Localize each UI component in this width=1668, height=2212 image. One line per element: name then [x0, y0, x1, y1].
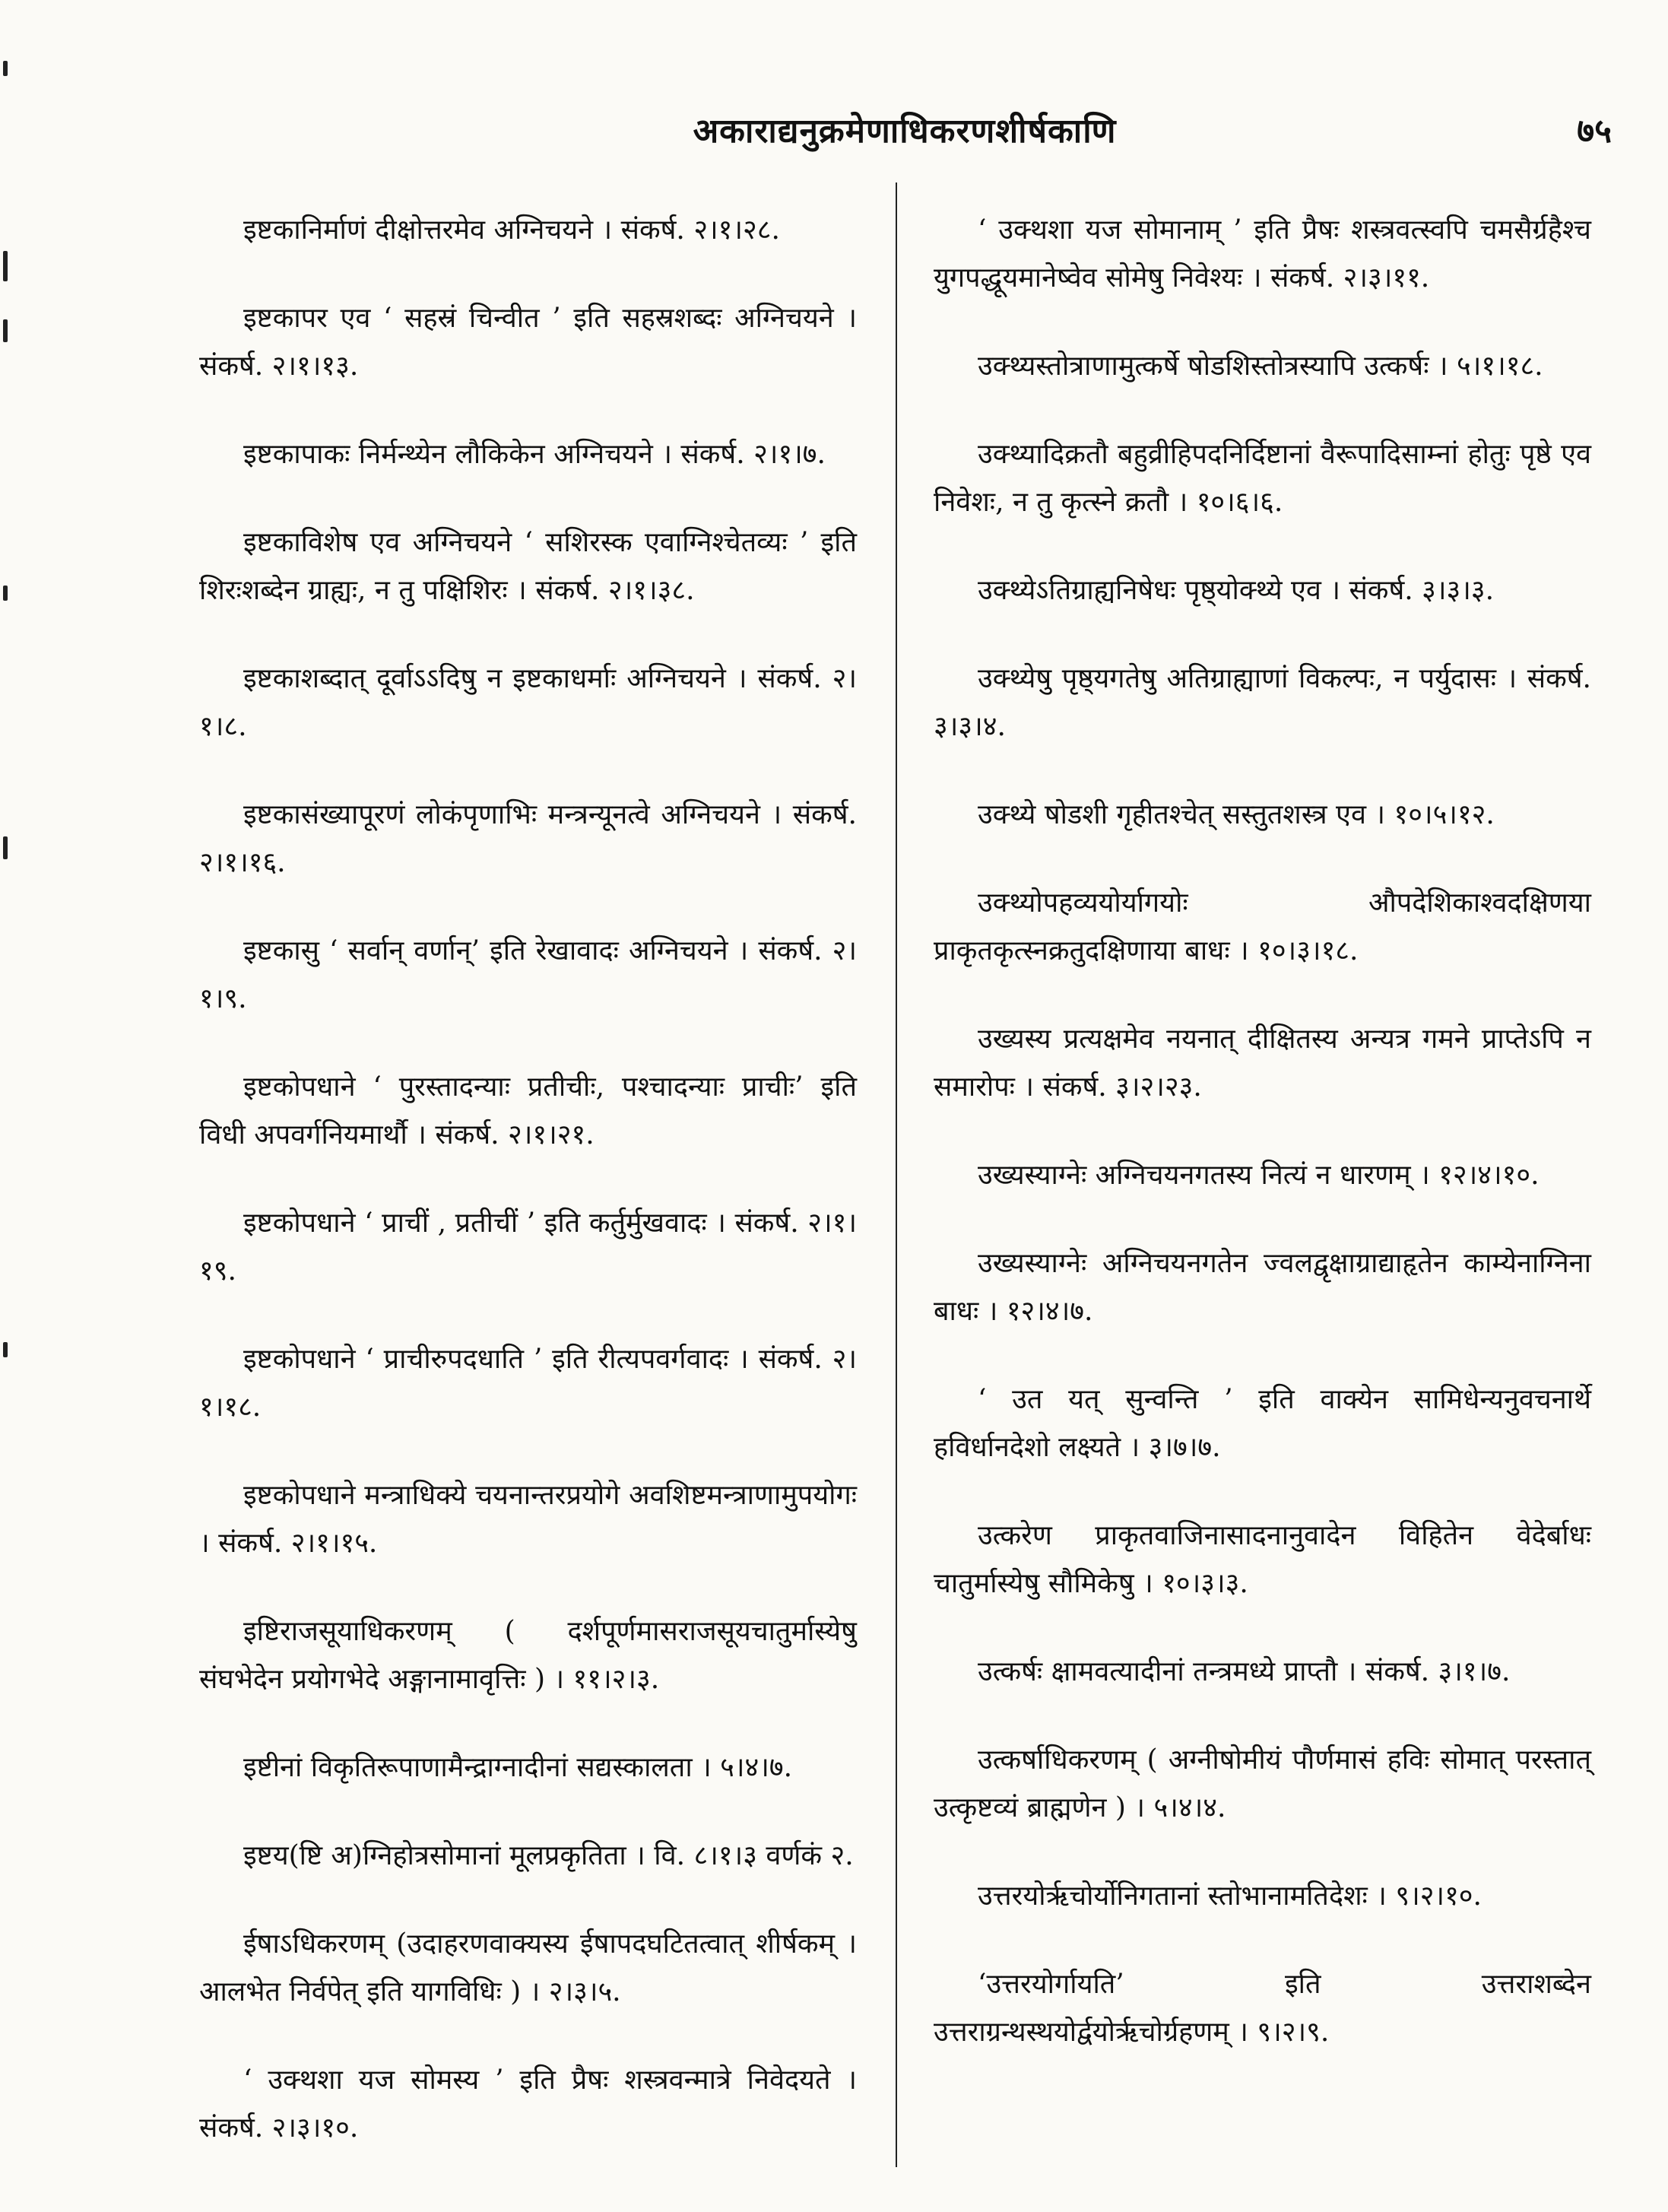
index-entry: ‘ उक्थशा यज सोमानाम् ’ इति प्रैषः शस्त्रवत्स्वपि चमसैर्ग्रहैश्च युगपद्धूयमानेष्वेव सोमेषु निवेश्यः । संकर्ष. २।३।११. — [934, 214, 1591, 294]
scan-edge-mark — [3, 836, 8, 859]
index-entry: उक्थ्येऽतिग्राह्यनिषेधः पृष्ठ्योक्थ्ये एव । संकर्ष. ३।३।३. — [978, 575, 1495, 606]
index-entry: इष्टकाविशेष एव अग्निचयने ‘ सशिरस्क एवाग्निश्चेतव्यः ’ इति शिरःशब्देन ग्राह्यः, न तु पक्षिशिरः । संकर्ष. २।१।३८. — [199, 527, 857, 606]
index-entry: उक्थ्येषु पृष्ठ्यगतेषु अतिग्राह्याणां विकल्पः, न पर्युदासः । संकर्ष. ३।३।४. — [934, 663, 1591, 742]
index-entry: उत्तरयोर्ऋचोर्योनिगतानां स्तोभानामतिदेशः । ९।२।१०. — [978, 1880, 1482, 1912]
index-entry: उत्कर्षः क्षामवत्यादीनां तन्त्रमध्ये प्राप्तौ । संकर्ष. ३।१।७. — [978, 1656, 1511, 1687]
index-entry: उक्थ्ये षोडशी गृहीतश्चेत् सस्तुतशस्त्र एव । १०।५।१२. — [978, 799, 1495, 830]
index-entry: उख्यस्य प्रत्यक्षमेव नयनात् दीक्षितस्य अन्यत्र गमने प्राप्तेऽपि न समारोपः । संकर्ष. ३।२।२३. — [934, 1023, 1591, 1103]
index-entry: इष्टीनां विकृतिरूपाणामैन्द्राग्नादीनां सद्यस्कालता । ५।४।७. — [243, 1752, 793, 1783]
index-entry: इष्टकासु ‘ सर्वान् वर्णान्’ इति रेखावादः अग्निचयने । संकर्ष. २।१।९. — [199, 935, 857, 1014]
index-entry: ईषाऽधिकरणम् (उदाहरणवाक्यस्य ईषापदघटितत्वात् शीर्षकम् । आलभेत निर्वपेत् इति यागविधिः ) । २।३।५. — [199, 1928, 857, 2007]
index-entry: उक्थ्योपहव्ययोर्यागयोः औपदेशिकाश्वदक्षिणया प्राकृतकृत्स्नक्रतुदक्षिणाया बाधः । १०।३।१८. — [934, 887, 1591, 966]
column-divider — [896, 182, 897, 2167]
page-number: ७५ — [1577, 112, 1612, 151]
index-entry: इष्टकोपधाने ‘ प्राचीं , प्रतीचीं ’ इति कर्तुर्मुखवादः । संकर्ष. २।१।१९. — [199, 1208, 857, 1287]
index-entry: इष्टकाशब्दात् दूर्वाऽऽदिषु न इष्टकाधर्माः अग्निचयने । संकर्ष. २।१।८. — [199, 663, 857, 742]
index-entry: ‘ उक्थशा यज सोमस्य ’ इति प्रैषः शस्त्रवन्मात्रे निवेदयते । संकर्ष. २।३।१०. — [199, 2064, 857, 2144]
index-entry: उत्कर्षाधिकरणम् ( अग्नीषोमीयं पौर्णमासं हविः सोमात् परस्तात् उत्कृष्टव्यं ब्राह्मणेन ) । ५।४।४. — [934, 1744, 1591, 1823]
index-entry: इष्टकोपधाने ‘ पुरस्तादन्याः प्रतीचीः, पश्चादन्याः प्राचीः’ इति विधी अपवर्गनियमार्थौ । संकर्ष. २।१।२१. — [199, 1071, 857, 1150]
index-entry: उख्यस्याग्नेः अग्निचयनगतेन ज्वलद्वृक्षाग्राद्याहृतेन काम्येनाग्निना बाधः । १२।४।७. — [934, 1248, 1591, 1327]
index-entry: इष्टकासंख्यापूरणं लोकंपृणाभिः मन्त्रन्यूनत्वे अग्निचयने । संकर्ष. २।१।१६. — [199, 799, 857, 878]
index-entry: इष्टकापाकः निर्मन्थ्येन लौकिकेन अग्निचयने । संकर्ष. २।१।७. — [243, 439, 826, 470]
index-entry: ‘ उत यत् सुन्वन्ति ’ इति वाक्येन सामिधेन्यनुवचनार्थे हविर्धानदेशो लक्ष्यते । ३।७।७. — [934, 1384, 1591, 1463]
scan-edge-mark — [3, 61, 8, 76]
scan-edge-mark — [3, 1342, 8, 1357]
scan-edge-mark — [3, 586, 8, 601]
index-entry: इष्टकोपधाने मन्त्राधिक्ये चयनान्तरप्रयोगे अवशिष्टमन्त्राणामुपयोगः । संकर्ष. २।१।१५. — [199, 1480, 857, 1559]
index-entry: इष्टकानिर्माणं दीक्षोत्तरमेव अग्निचयने । संकर्ष. २।१।२८. — [243, 214, 780, 246]
index-entry: इष्टकोपधाने ‘ प्राचीरुपदधाति ’ इति रीत्यपवर्गवादः । संकर्ष. २।१।१८. — [199, 1344, 857, 1423]
index-entry: इष्टिराजसूयाधिकरणम् ( दर्शपूर्णमासराजसूयचातुर्मास्येषु संघभेदेन प्रयोगभेदे अङ्गानामावृत्तिः ) । ११।२।३. — [199, 1616, 857, 1695]
scan-edge-mark — [3, 319, 8, 342]
index-entry: उक्थ्यादिक्रतौ बहुव्रीहिपदनिर्दिष्टानां वैरूपादिसाम्नां होतुः पृष्ठे एव निवेशः, न तु कृत्स्ने क्रतौ । १०।६।६. — [934, 439, 1591, 518]
index-entry: उत्करेण प्राकृतवाजिनासादनानुवादेन विहितेन वेदेर्बाधः चातुर्मास्येषु सौमिकेषु । १०।३।३. — [934, 1520, 1591, 1599]
index-entry: इष्टय(ष्टि अ)ग्निहोत्रसोमानां मूलप्रकृतिता । वि. ८।१।३ वर्णकं २. — [243, 1840, 854, 1871]
index-entry: ‘उत्तरयोर्गायति’ इति उत्तराशब्देन उत्तराग्रन्थस्थयोर्द्वयोर्ऋचोर्ग्रहणम् । ९।२।९. — [934, 1969, 1591, 2048]
left-column — [199, 179, 857, 2165]
index-entry: उक्थ्यस्तोत्राणामुत्कर्षे षोडशिस्तोत्रस्यापि उत्कर्षः । ५।१।१८. — [978, 351, 1543, 382]
scan-edge-mark — [3, 251, 8, 281]
page-header — [198, 106, 1612, 160]
index-entry: इष्टकापर एव ‘ सहस्रं चिन्वीत ’ इति सहस्रशब्दः अग्निचयने । संकर्ष. २।१।१३. — [199, 303, 857, 382]
page-title: अकाराद्यनुक्रमेणाधिकरणशीर्षकाणि — [693, 112, 1117, 151]
right-column — [934, 179, 1591, 2069]
index-entry: उख्यस्याग्नेः अग्निचयनगतस्य नित्यं न धारणम् । १२।४।१०. — [978, 1160, 1540, 1191]
